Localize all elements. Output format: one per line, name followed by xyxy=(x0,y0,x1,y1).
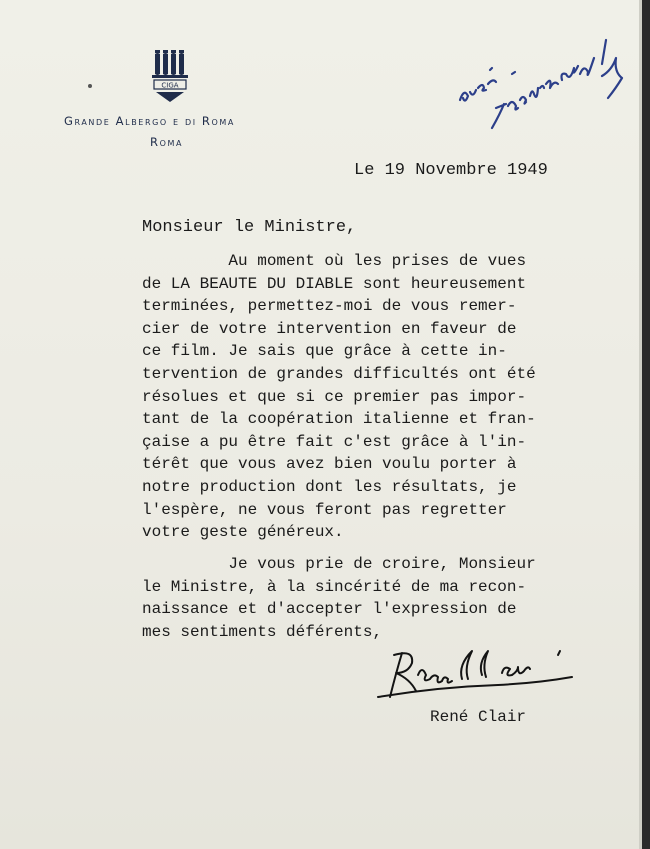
closing-line: Je vous prie de croire, Monsieur xyxy=(142,555,536,573)
body-line: çaise a pu être fait c'est grâce à l'in- xyxy=(142,432,527,451)
body-line: l'espère, ne vous feront pas regretter xyxy=(142,500,507,519)
body-line: résolues et que si ce premier pas impor- xyxy=(142,387,527,406)
letter-closing xyxy=(142,553,622,643)
hotel-city: Roma xyxy=(150,135,184,149)
closing-line: mes sentiments déférents, xyxy=(142,622,383,641)
body-line: terminées, permettez-moi de vous remer- xyxy=(142,297,517,316)
ink-dot xyxy=(88,84,92,88)
body-line: cier de votre intervention en faveur de xyxy=(142,319,517,338)
body-line: tervention de grandes difficultés ont été xyxy=(142,364,536,383)
body-line: térêt que vous avez bien voulu porter à xyxy=(142,455,517,474)
body-line: notre production dont les résultats, je xyxy=(142,477,517,496)
letter-body xyxy=(142,250,622,544)
body-line: ce film. Je sais que grâce à cette in- xyxy=(142,342,507,361)
signer-name: René Clair xyxy=(430,708,527,726)
page-edge xyxy=(642,0,650,849)
hotel-logo xyxy=(150,46,192,104)
salutation: Monsieur le Ministre, xyxy=(142,218,357,237)
closing-line: le Ministre, à la sincérité de ma recon- xyxy=(142,577,527,596)
handwritten-signature xyxy=(372,635,582,705)
handwritten-annotation xyxy=(452,30,642,140)
body-line: votre geste généreux. xyxy=(142,523,344,542)
hotel-name: Grande Albergo e di Roma xyxy=(64,114,235,128)
closing-line: naissance et d'accepter l'expression de xyxy=(142,600,517,619)
body-line: de LA BEAUTE DU DIABLE sont heureusement xyxy=(142,274,527,293)
body-line: Au moment où les prises de vues xyxy=(142,252,527,270)
body-line: tant de la coopération italienne et fran- xyxy=(142,410,536,429)
logo-label: CIGA xyxy=(161,81,179,90)
letter-date: Le 19 Novembre 1949 xyxy=(354,161,548,180)
